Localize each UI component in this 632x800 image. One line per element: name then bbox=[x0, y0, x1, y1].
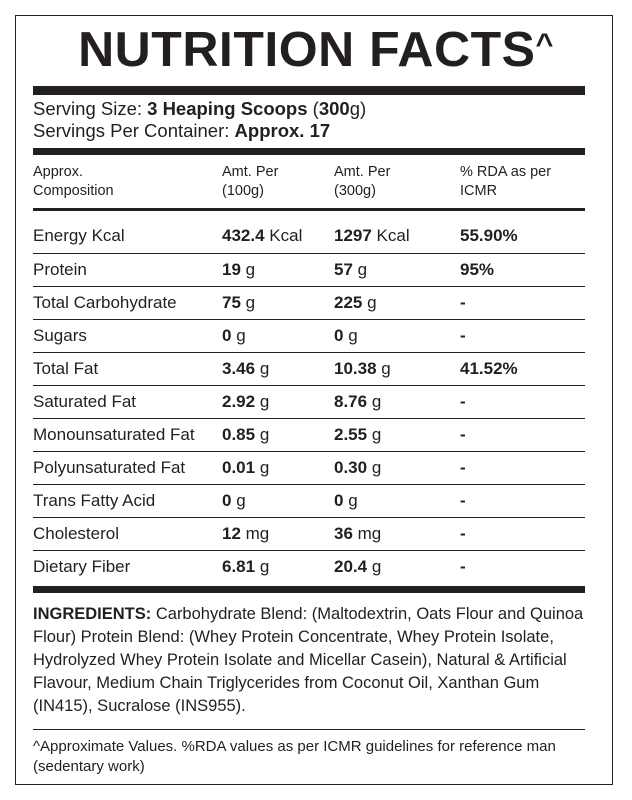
thick-divider-top bbox=[33, 86, 585, 95]
amount-unit: g bbox=[376, 359, 391, 378]
nutrient-name: Trans Fatty Acid bbox=[33, 491, 156, 510]
amount-value: 2.55 bbox=[334, 425, 368, 444]
amount-per-300g bbox=[334, 517, 381, 550]
amount-value: 12 bbox=[222, 524, 241, 543]
column-header-line: Amt. Per bbox=[334, 164, 391, 180]
serving-size-amount: 300 bbox=[318, 98, 350, 119]
rda-percent: - bbox=[460, 524, 466, 543]
amount-unit: g bbox=[231, 491, 246, 510]
table-row bbox=[33, 319, 585, 352]
amount-unit: g bbox=[255, 392, 270, 411]
amount-value: 0 bbox=[222, 326, 232, 345]
amount-per-300g bbox=[334, 418, 381, 451]
ingredients-label: INGREDIENTS: bbox=[33, 605, 152, 623]
amount-unit: g bbox=[367, 458, 382, 477]
page-title bbox=[0, 22, 632, 78]
amount-unit: g bbox=[367, 392, 382, 411]
title-text: NUTRITION FACTS bbox=[78, 23, 536, 77]
column-header-line: (100g) bbox=[222, 183, 264, 199]
table-row bbox=[33, 550, 585, 583]
table-row bbox=[33, 484, 585, 517]
amount-per-100g bbox=[222, 418, 269, 451]
amount-per-300g bbox=[334, 219, 410, 252]
amount-unit: g bbox=[343, 326, 358, 345]
rda-percent: - bbox=[460, 557, 466, 576]
ingredients-text bbox=[33, 603, 593, 718]
amount-value: 36 bbox=[334, 524, 353, 543]
serving-size-value: 3 Heaping Scoops bbox=[147, 98, 308, 119]
amount-per-100g bbox=[222, 385, 269, 418]
rda-percent: - bbox=[460, 293, 466, 312]
rda-percent: - bbox=[460, 458, 466, 477]
column-header-line: Approx. bbox=[33, 164, 83, 180]
amount-value: 10.38 bbox=[334, 359, 377, 378]
nutrient-name: Monounsaturated Fat bbox=[33, 425, 195, 444]
serving-size-unit: g) bbox=[349, 98, 367, 119]
amount-per-100g bbox=[222, 550, 269, 583]
column-header-rda bbox=[460, 163, 551, 201]
amount-value: 2.92 bbox=[222, 392, 256, 411]
nutrient-name: Energy Kcal bbox=[33, 226, 125, 245]
amount-value: 0.30 bbox=[334, 458, 368, 477]
serving-size-paren: ( bbox=[307, 98, 319, 119]
amount-per-300g bbox=[334, 286, 377, 319]
amount-unit: g bbox=[255, 458, 270, 477]
amount-value: 6.81 bbox=[222, 557, 256, 576]
rda-percent: 95% bbox=[460, 260, 495, 279]
amount-per-300g bbox=[334, 319, 358, 352]
amount-unit: g bbox=[231, 326, 246, 345]
amount-per-300g bbox=[334, 451, 381, 484]
servings-per-container-value: Approx. 17 bbox=[234, 120, 331, 141]
amount-per-300g bbox=[334, 385, 381, 418]
amount-unit: g bbox=[240, 293, 256, 312]
table-row bbox=[33, 385, 585, 418]
amount-unit: g bbox=[362, 293, 377, 312]
amount-value: 57 bbox=[334, 260, 353, 279]
table-row bbox=[33, 219, 585, 252]
amount-unit: Kcal bbox=[264, 226, 303, 245]
column-header-per-300g bbox=[334, 163, 390, 201]
amount-per-300g bbox=[334, 550, 381, 583]
amount-value: 0 bbox=[334, 326, 344, 345]
nutrient-name: Total Carbohydrate bbox=[33, 293, 177, 312]
table-row bbox=[33, 286, 585, 319]
column-header-composition bbox=[33, 163, 114, 201]
amount-value: 1297 bbox=[334, 226, 372, 245]
column-header-line: Composition bbox=[33, 183, 114, 199]
serving-size-line bbox=[33, 98, 366, 120]
nutrient-name: Total Fat bbox=[33, 359, 99, 378]
nutrient-name: Saturated Fat bbox=[33, 392, 137, 411]
amount-value: 75 bbox=[222, 293, 241, 312]
amount-unit: g bbox=[343, 491, 358, 510]
serving-size-label: Serving Size: bbox=[33, 98, 148, 119]
rda-percent: - bbox=[460, 491, 466, 510]
amount-value: 225 bbox=[334, 293, 363, 312]
column-header-line: Amt. Per bbox=[222, 164, 279, 180]
header-divider bbox=[33, 208, 585, 211]
amount-value: 0.85 bbox=[222, 425, 256, 444]
amount-per-100g bbox=[222, 451, 269, 484]
amount-value: 432.4 bbox=[222, 226, 265, 245]
amount-value: 0.01 bbox=[222, 458, 256, 477]
column-header-line: ICMR bbox=[460, 183, 498, 199]
amount-unit: g bbox=[255, 557, 270, 576]
amount-unit: g bbox=[255, 425, 270, 444]
amount-value: 0 bbox=[334, 491, 344, 510]
amount-value: 0 bbox=[222, 491, 232, 510]
amount-value: 3.46 bbox=[222, 359, 256, 378]
thick-divider-serving bbox=[33, 148, 585, 155]
rda-percent: 41.52% bbox=[460, 359, 518, 378]
amount-per-100g bbox=[222, 484, 246, 517]
column-header-per-100g bbox=[222, 163, 278, 201]
footnote: ^Approximate Values. %RDA values as per ICMR guidelines for reference man (sedentary work) bbox=[33, 738, 556, 775]
thick-divider-ingredients bbox=[33, 586, 585, 593]
amount-unit: mg bbox=[352, 524, 382, 543]
amount-per-300g bbox=[334, 484, 358, 517]
amount-unit: g bbox=[367, 425, 382, 444]
table-row bbox=[33, 418, 585, 451]
amount-per-100g bbox=[222, 352, 269, 385]
column-header-line: (300g) bbox=[334, 183, 376, 199]
amount-value: 20.4 bbox=[334, 557, 368, 576]
footnote-divider bbox=[33, 729, 585, 730]
nutrient-name: Dietary Fiber bbox=[33, 557, 131, 576]
table-row bbox=[33, 451, 585, 484]
servings-per-container-label: Servings Per Container: bbox=[33, 120, 235, 141]
amount-unit: g bbox=[352, 260, 368, 279]
column-header-line: % RDA as per bbox=[460, 164, 552, 180]
table-row bbox=[33, 517, 585, 550]
rda-percent: 55.90% bbox=[460, 226, 518, 245]
servings-per-container-line bbox=[33, 120, 330, 142]
title-approx-mark: ^ bbox=[535, 28, 554, 61]
nutrient-name: Polyunsaturated Fat bbox=[33, 458, 186, 477]
amount-per-100g bbox=[222, 319, 246, 352]
amount-unit: g bbox=[367, 557, 382, 576]
nutrient-name: Cholesterol bbox=[33, 524, 119, 543]
rda-percent: - bbox=[460, 326, 466, 345]
amount-value: 19 bbox=[222, 260, 241, 279]
amount-unit: g bbox=[240, 260, 256, 279]
rda-percent: - bbox=[460, 392, 466, 411]
rda-percent: - bbox=[460, 425, 466, 444]
amount-unit: mg bbox=[240, 524, 270, 543]
amount-per-100g bbox=[222, 286, 255, 319]
amount-per-300g bbox=[334, 253, 367, 286]
table-row bbox=[33, 253, 585, 286]
ingredients-list: Carbohydrate Blend: (Maltodextrin, Oats Flour and Quinoa Flour) Protein Blend: (Whey Protein Concentrate, Whey Protein Isolate, Hydrolyzed Whey Protein Isolate and Micellar Casein), Natural & Artificial Flavour, Medium Chain Triglycerides from Coconut Oil, Xanthan Gum (IN415), Sucralose (INS955). bbox=[33, 605, 584, 715]
amount-per-100g bbox=[222, 517, 269, 550]
nutrient-name: Sugars bbox=[33, 326, 87, 345]
amount-unit: Kcal bbox=[371, 226, 410, 245]
amount-per-100g bbox=[222, 219, 302, 252]
amount-per-100g bbox=[222, 253, 255, 286]
amount-value: 8.76 bbox=[334, 392, 368, 411]
amount-unit: g bbox=[255, 359, 270, 378]
table-row bbox=[33, 352, 585, 385]
nutrient-name: Protein bbox=[33, 260, 87, 279]
amount-per-300g bbox=[334, 352, 391, 385]
